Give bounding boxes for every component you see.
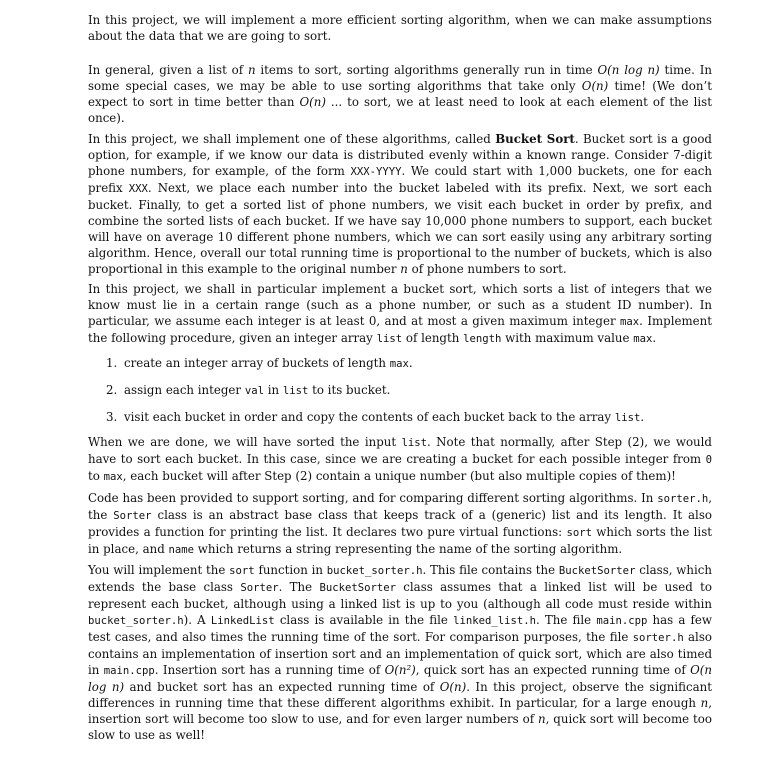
- code-bucket-sorter-h: bucket_sorter.h: [88, 615, 184, 627]
- code-zero: 0: [705, 454, 712, 466]
- code-sorter-h: sorter.h: [657, 492, 709, 505]
- code-sort: sort: [229, 565, 255, 577]
- code-list: list: [282, 385, 309, 397]
- math-n: n: [700, 696, 709, 710]
- code-list: list: [614, 412, 641, 424]
- general-sorting-paragraph: In general, given a list of n items to sort, sorting algorithms generally run in time O(n log n) time. In some special cases, we may be able to use sorting algorithms that take only O(n) time! (We don’t expect to sort in time better than O(n) ... to sort, we at least need to look at each element of the list once).: [88, 63, 712, 125]
- code-prefix: XXX: [128, 182, 148, 195]
- math-o-n: O(n): [299, 95, 326, 109]
- math-o-n-squared: O(n²): [384, 663, 416, 677]
- code-phone-format: XXX-YYYY: [350, 165, 402, 178]
- after-steps-paragraph: When we are done, we will have sorted the input list. Note that normally, after Step (2), we would have to sort each bucket. In this case, since we are creating a bucket for each possible integer from 0 to max, each bucket will after Step (2) contain a unique number (but also multiple copies of them)!: [88, 435, 712, 483]
- math-n: n: [247, 63, 256, 77]
- code-max: max: [103, 471, 123, 483]
- code-bucketsorter-class: BucketSorter: [558, 565, 636, 577]
- procedure-steps: [88, 355, 712, 426]
- code-max: max: [620, 316, 640, 328]
- document-body: [88, 12, 712, 748]
- code-bucketsorter-class: BucketSorter: [319, 582, 396, 594]
- step-item: 1. create an integer array of buckets of length max.: [121, 355, 712, 372]
- code-main-cpp: main.cpp: [103, 665, 155, 677]
- intro-paragraph: In this project, we will implement a more efficient sorting algorithm, when we can make assumptions about the data that we are going to sort.: [88, 13, 712, 43]
- procedure-paragraph: In this project, we shall in particular implement a bucket sort, which sorts a list of integers that we know must lie in a certain range (such as a phone number, or such as a student ID number). In particular, we assume each integer is at least 0, and at most a given maximum integer max. Implement the following procedure, given an integer array list of length length with maximum value max.: [88, 282, 712, 345]
- code-max: max: [389, 358, 409, 370]
- code-max: max: [633, 333, 653, 345]
- step-item: 3. visit each bucket in order and copy the contents of each bucket back to the array list.: [121, 409, 712, 426]
- code-list: list: [376, 333, 403, 345]
- math-o-n: O(n): [439, 680, 467, 694]
- code-main-cpp: main.cpp: [596, 615, 648, 627]
- math-n: n: [400, 261, 408, 276]
- code-linked-list-h: linked_list.h: [453, 615, 536, 627]
- math-n: n: [538, 712, 546, 726]
- math-o-n-log-n: O(n log n): [597, 63, 660, 77]
- provided-code-paragraph: Code has been provided to support sorting, and for comparing different sorting algorithms. In sorter.h, the Sorter class is an abstract base class that keeps track of a (generic) list and its length. It also provides a function for printing the list. It declares two pure virtual functions: sort which sorts the list in place, and name which returns a string representing the name of the sorting algorithm.: [88, 490, 712, 556]
- code-name: name: [168, 543, 195, 556]
- code-sorter-class: Sorter: [113, 509, 152, 522]
- math-o-n: O(n): [581, 79, 609, 93]
- code-sort: sort: [566, 526, 592, 539]
- code-list: list: [401, 437, 427, 449]
- bucket-sort-term: Bucket Sort: [495, 131, 575, 146]
- step-item: 2. assign each integer val in list to its bucket.: [121, 382, 712, 399]
- code-linkedlist-class: LinkedList: [210, 615, 275, 627]
- code-bucket-sorter-h: bucket_sorter.h: [326, 565, 423, 577]
- implementation-paragraph: You will implement the sort function in bucket_sorter.h. This file contains the BucketSorter class, which extends the base class Sorter. The BucketSorter class assumes that a linked list will be used to represent each bucket, although using a linked list is up to you (although all code must reside within bucket_sorter.h). A LinkedList class is available in the file linked_list.h. The file main.cpp has a few test cases, and also times the running time of the sort. For comparison purposes, the file sorter.h also contains an implementation of insertion sort and an implementation of quick sort, which are also timed in main.cpp. Insertion sort has a running time of O(n²), quick sort has an expected running time of O(n log n) and bucket sort has an expected running time of O(n). In this project, observe the significant differences in running time that these different algorithms exhibit. In particular, for a large enough n, insertion sort will become too slow to use, and for even larger numbers of n, quick sort will become too slow to use as well!: [88, 563, 712, 742]
- code-val: val: [244, 385, 264, 397]
- math-o-n-log-n: O(n log n): [88, 663, 712, 694]
- code-sorter-class: Sorter: [240, 582, 279, 594]
- bucket-sort-paragraph: In this project, we shall implement one of these algorithms, called Bucket Sort. Bucket sort is a good option, for example, if we know our data is distributed evenly within a known range. Consider 7-digit phone numbers, for example, of the form XXX-YYYY. We could start with 1,000 buckets, one for each prefix XXX. Next, we place each number into the bucket labeled with its prefix. Next, we sort each bucket. Finally, to get a sorted list of phone numbers, we visit each bucket in order by prefix, and combine the sorted lists of each bucket. If we have say 10,000 phone numbers to support, each bucket will have on average 10 different phone numbers, which we can sort easily using any arbitrary sorting algorithm. Hence, overall our total running time is proportional to the number of buckets, which is also proportional in this example to the original number n of phone numbers to sort.: [88, 131, 712, 276]
- code-length: length: [463, 333, 502, 345]
- code-sorter-h: sorter.h: [632, 632, 684, 644]
